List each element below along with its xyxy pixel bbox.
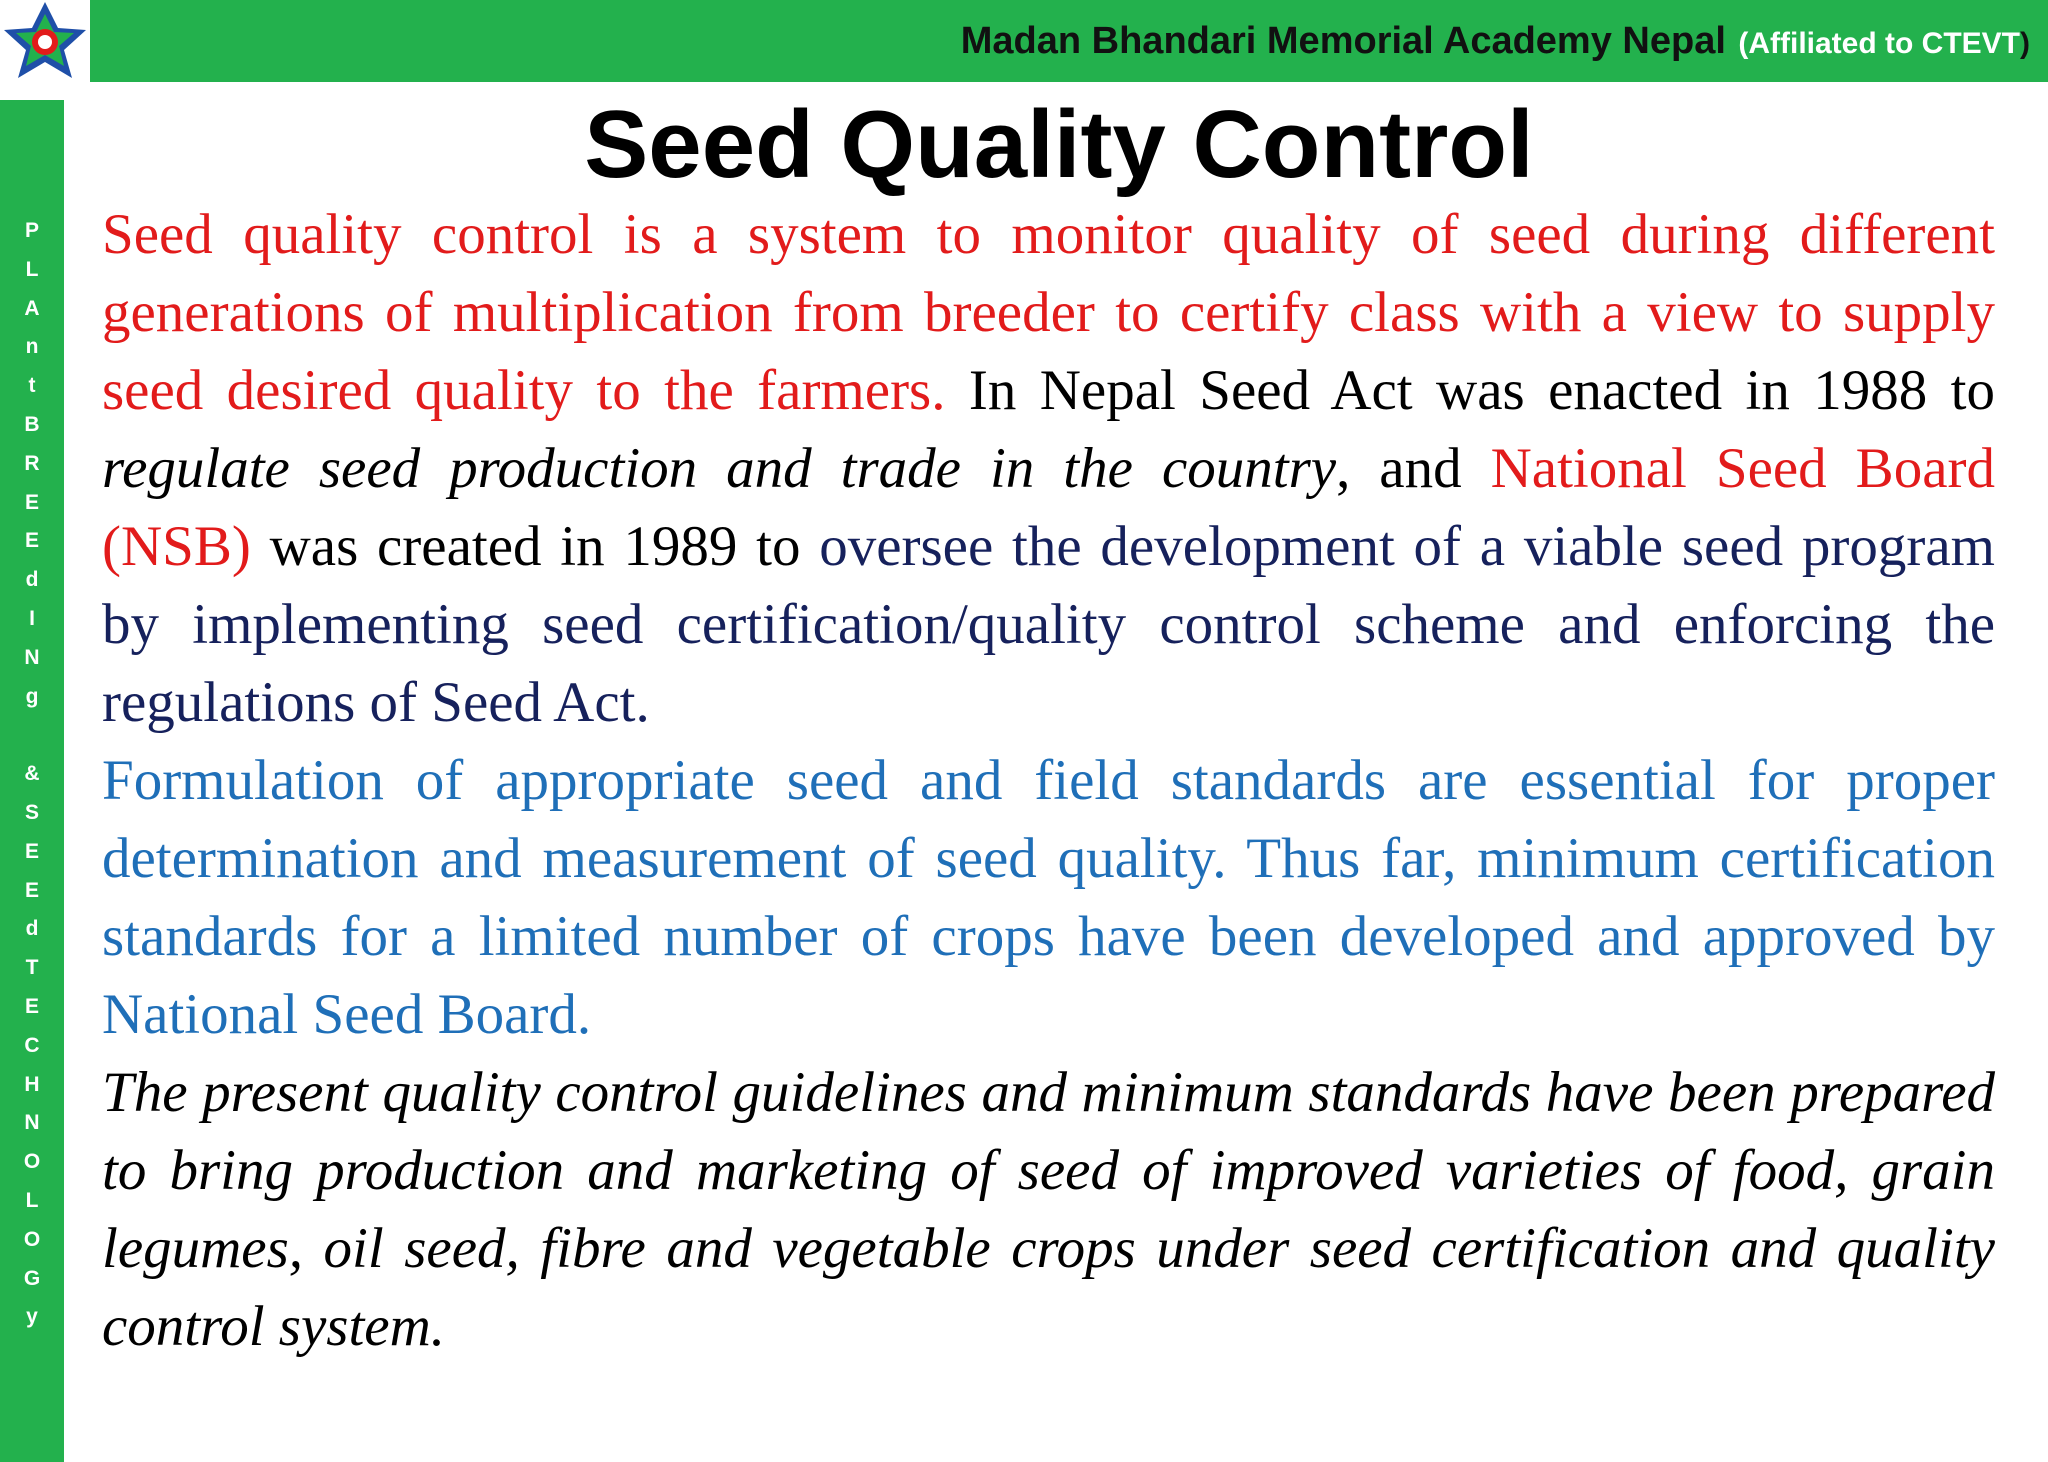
sidebar-letter: E [24,994,39,1018]
sidebar-letter: T [25,956,39,980]
affiliation-label: (Affiliated to CTEVT [1738,27,2020,60]
nsb-purpose: oversee the development of a viable seed program by implementing seed certification/quality control scheme and enforcing the regulations of Seed Act. [102,515,1995,734]
definition-sentence: Seed quality control is a system to monitor quality of seed during different generations of multiplication from breeder to certify class with a view to supply seed desired quality to the farmers. [102,203,1995,422]
sidebar-letter: E [24,529,39,553]
sidebar-letter: H [24,1072,40,1096]
sidebar-letter: y [26,1305,38,1329]
sidebar-letter: O [23,1150,41,1174]
sidebar-letter: d [25,568,39,592]
sidebar-letter: A [24,296,40,320]
paragraph-definition [102,196,1995,742]
sidebar-vertical-text [0,212,64,1337]
sidebar-letter: I [29,606,35,630]
academy-name: Madan Bhandari Memorial Academy Nepal [960,20,1726,62]
seed-act-text: In Nepal Seed Act was enacted in 1988 to [945,359,1995,422]
sidebar-letter: S [24,800,39,824]
sidebar-letter: G [23,1266,41,1290]
sidebar-letter: P [24,219,39,242]
sidebar-strip [0,100,64,1462]
sidebar-letter: E [24,878,39,902]
nsb-created-text: was created in 1989 to [250,515,820,578]
nepal-star-emblem-icon [0,0,90,82]
sidebar-letter: B [24,412,40,436]
sidebar-letter: R [24,451,40,475]
sidebar-letter: N [24,1111,40,1135]
sidebar-letter: d [25,917,39,941]
slide-body [102,196,1995,1366]
sidebar-letter: L [25,257,39,281]
sidebar-letter: C [24,1033,40,1057]
connector-text: , and [1336,437,1491,500]
sidebar-letter: E [24,839,39,863]
paragraph-guidelines: The present quality control guidelines and minimum standards have been prepared to bring production and marketing of seed of improved varieties of food, grain legumes, oil seed, fibre and vegetable crops under seed certification and quality control system. [102,1061,1995,1358]
academy-logo [0,0,90,82]
sidebar-letter: n [25,335,39,359]
sidebar-letter: N [24,645,40,669]
sidebar-letter: g [25,684,39,708]
affiliation-close: ) [2020,27,2030,60]
slide-title: Seed Quality Control [584,91,1534,198]
nsb-name: National Seed Board (NSB) [102,437,1995,578]
header-bar [90,0,2048,82]
sidebar-letter: O [23,1227,41,1251]
paragraph-standards: Formulation of appropriate seed and field standards are essential for proper determination and measurement of seed quality. Thus far, minimum certification standards for a limited number of crops have been developed and approved by National Seed Board. [102,749,1995,1046]
sidebar-letter: t [28,374,36,398]
header-text [961,16,2030,74]
sidebar-letter: & [24,762,40,786]
seed-act-purpose: regulate seed production and trade in the country [102,437,1337,500]
sidebar-letter: L [25,1188,39,1212]
sidebar-letter: E [24,490,39,514]
